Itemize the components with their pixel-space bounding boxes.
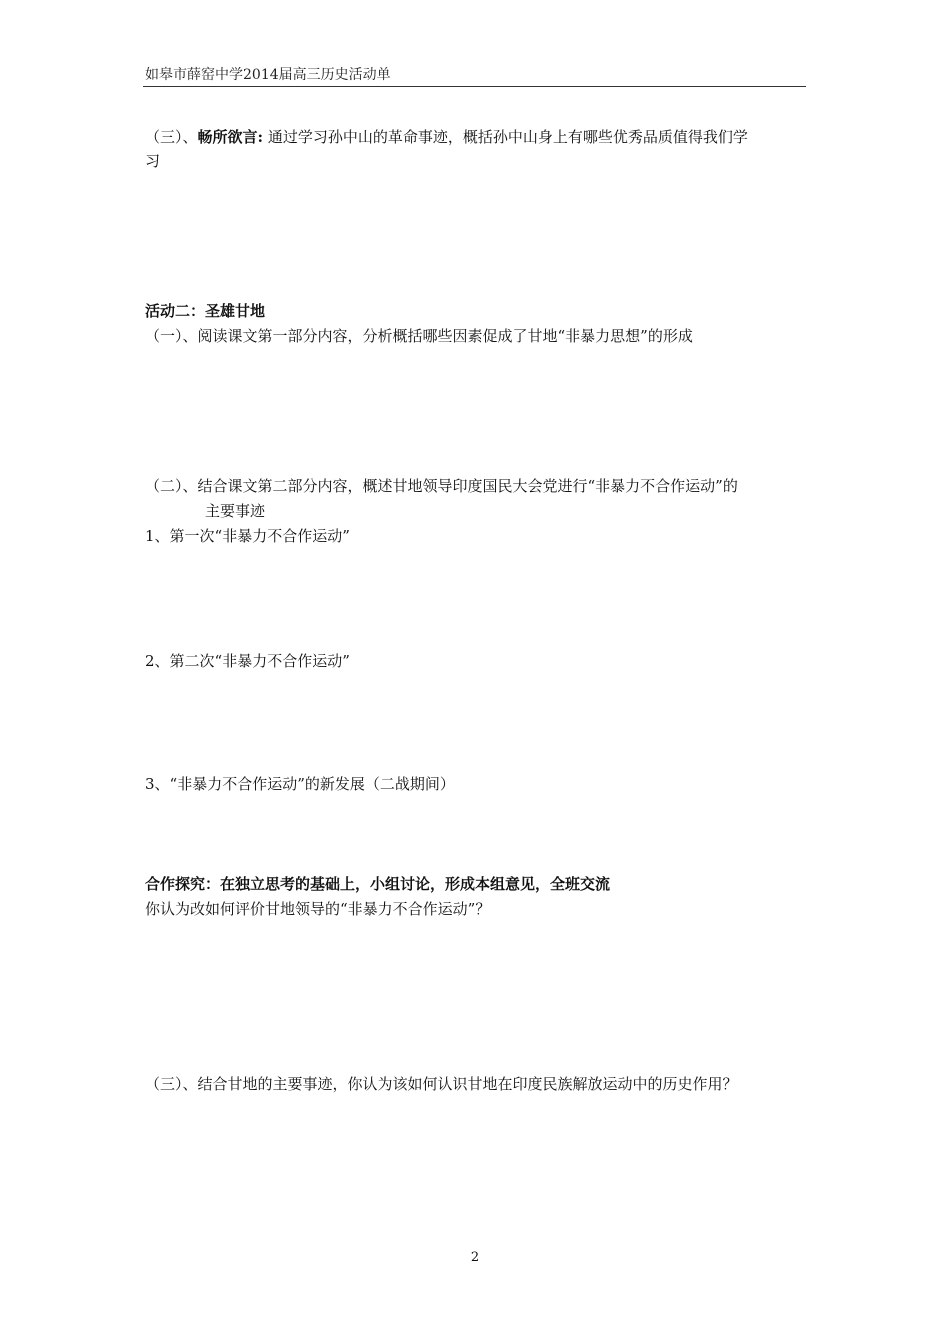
page-number: 2 <box>470 1250 480 1265</box>
activity-two-title: 活动二：圣雄甘地 <box>145 302 266 320</box>
activity-two-question-1: （一）、阅读课文第一部分内容，分析概括哪些因素促成了甘地“非暴力思想”的形成 <box>145 327 693 345</box>
section-three-b-question: （三）、结合甘地的主要事迹，你认为该如何认识甘地在印度民族解放运动中的历史作用？ <box>145 1075 738 1093</box>
header-divider <box>143 86 806 87</box>
activity-two-question-2-line1: （二）、结合课文第二部分内容，概述甘地领导印度国民大会党进行“非暴力不合作运动”的 <box>145 477 738 495</box>
section-three-a-colon: : <box>257 128 264 146</box>
activity-two-question-2-line2: 主要事迹 <box>205 502 266 520</box>
section-three-a-bold: 畅所欲言 <box>197 128 258 146</box>
activity-two-item-2: 2、第二次“非暴力不合作运动” <box>145 652 350 670</box>
section-three-a-line1 <box>145 126 748 148</box>
activity-two-item-3: 3、“非暴力不合作运动”的新发展（二战期间） <box>145 775 455 793</box>
section-three-a-text: 通过学习孙中山的革命事迹，概括孙中山身上有哪些优秀品质值得我们学 <box>263 128 748 146</box>
page-header-title: 如皋市薛窑中学2014届高三历史活动单 <box>145 67 391 83</box>
activity-two-item-1: 1、第一次“非暴力不合作运动” <box>145 527 350 545</box>
cooperation-title: 合作探究：在独立思考的基础上，小组讨论，形成本组意见，全班交流 <box>145 875 611 893</box>
section-three-a-line2: 习 <box>145 152 161 170</box>
section-three-a-prefix: （三）、 <box>145 128 198 146</box>
cooperation-question: 你认为改如何评价甘地领导的“非暴力不合作运动”？ <box>145 900 491 918</box>
